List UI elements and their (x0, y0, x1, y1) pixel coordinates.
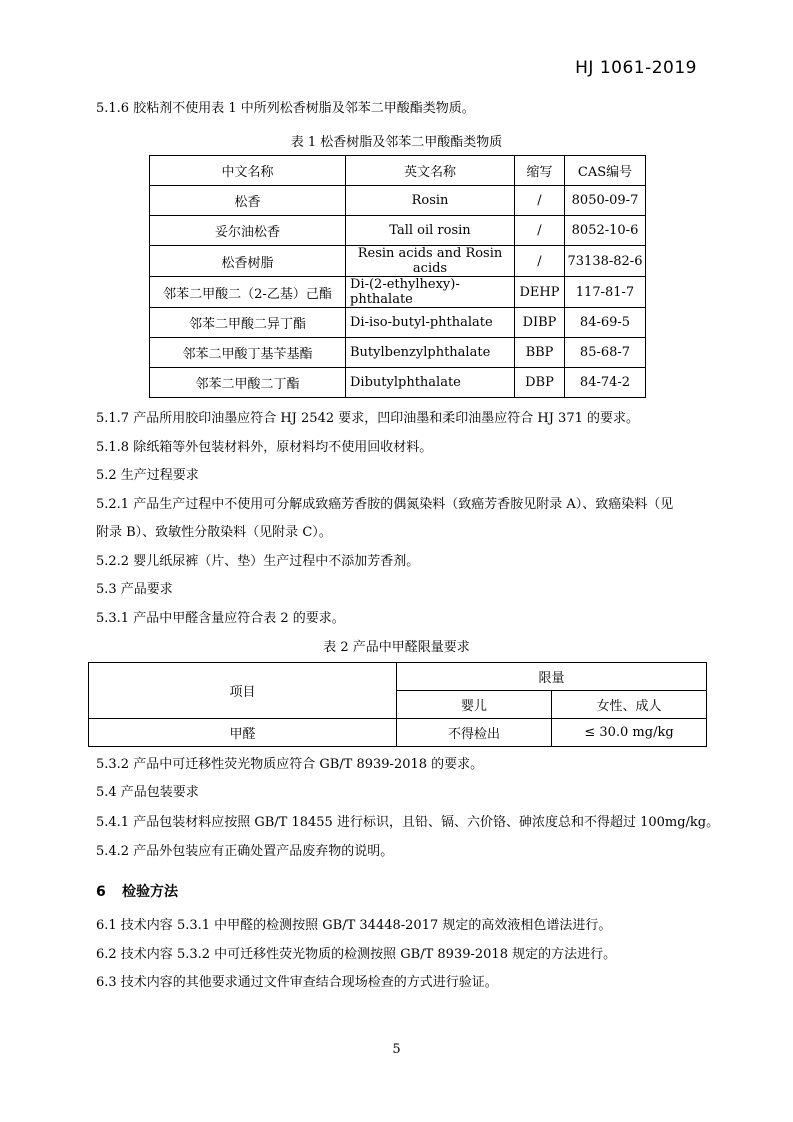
table-cell: 8052-10-6 (565, 216, 646, 246)
clause-5-3-1: 5.3.1 产品中甲醛含量应符合表 2 的要求。 (96, 611, 345, 626)
section-6-title: 检验方法 (122, 884, 178, 900)
table-cell: Dibutylphthalate (346, 368, 515, 398)
table-row (150, 277, 646, 308)
table2-header-limit: 限量 (397, 663, 707, 691)
clause-5-2-1-line1: 5.2.1 产品生产过程中不使用可分解成致癌芳香胺的偶氮染料（致癌芳香胺见附录 A）、致癌染料（见 (96, 497, 674, 512)
table1-header-cn-name: 中文名称 (150, 156, 346, 186)
table1-header-abbr: 缩写 (515, 156, 565, 186)
table-cell: / (515, 246, 565, 277)
table-cell: 甲醛 (89, 719, 397, 747)
table-row (150, 308, 646, 338)
section-6-number: 6 (96, 884, 106, 900)
clause-6-1: 6.1 技术内容 5.3.1 中甲醛的检测按照 GB/T 34448-2017 规定的高效液相色谱法进行。 (96, 918, 612, 933)
table-cell: 松香 (150, 186, 346, 216)
standard-code: HJ 1061-2019 (575, 58, 697, 78)
clause-5-1-6: 5.1.6 胶粘剂不使用表 1 中所列松香树脂及邻苯二甲酸酯类物质。 (96, 101, 475, 116)
table2-header-item: 项目 (89, 663, 397, 719)
table2-header-row (89, 663, 707, 691)
table2-caption: 表 2 产品中甲醛限量要求 (323, 640, 470, 655)
table2-header-adult: 女性、成人 (552, 691, 707, 719)
clause-5-2: 5.2 生产过程要求 (96, 468, 199, 483)
table-row (89, 719, 707, 747)
clause-5-3-2: 5.3.2 产品中可迁移性荧光物质应符合 GB/T 8939-2018 的要求。 (96, 757, 484, 772)
table-cell: BBP (515, 338, 565, 368)
page-number: 5 (392, 1042, 401, 1057)
table-row (150, 186, 646, 216)
clause-5-2-1-line2: 附录 B）、致敏性分散染料（见附录 C）。 (96, 525, 332, 540)
table-cell: 8050-09-7 (565, 186, 646, 216)
table-cell: Butylbenzylphthalate (346, 338, 515, 368)
table-cell: DBP (515, 368, 565, 398)
clause-5-1-7: 5.1.7 产品所用胶印油墨应符合 HJ 2542 要求，凹印油墨和柔印油墨应符合 HJ 371 的要求。 (96, 411, 639, 426)
table2 (88, 662, 707, 747)
table-cell: 松香树脂 (150, 246, 346, 277)
table-row (150, 368, 646, 398)
table-row (150, 338, 646, 368)
table-cell: DEHP (515, 277, 565, 308)
table1-caption: 表 1 松香树脂及邻苯二甲酸酯类物质 (290, 135, 503, 150)
table-cell: 117-81-7 (565, 277, 646, 308)
clause-5-4-2: 5.4.2 产品外包装应有正确处置产品废弃物的说明。 (96, 844, 394, 859)
table-cell: 妥尔油松香 (150, 216, 346, 246)
table-cell: Rosin (346, 186, 515, 216)
table-cell: 84-69-5 (565, 308, 646, 338)
table-cell: 85-68-7 (565, 338, 646, 368)
table-cell: 邻苯二甲酸丁基苄基酯 (150, 338, 346, 368)
table-cell: DIBP (515, 308, 565, 338)
table-cell: 73138-82-6 (565, 246, 646, 277)
table-cell: 84-74-2 (565, 368, 646, 398)
table-cell: Tall oil rosin (346, 216, 515, 246)
section-6-heading (96, 881, 178, 901)
clause-5-2-2: 5.2.2 婴儿纸尿裤（片、垫）生产过程中不添加芳香剂。 (96, 554, 420, 569)
table1-header-en-name: 英文名称 (346, 156, 515, 186)
table1 (149, 155, 646, 398)
clause-5-4-1: 5.4.1 产品包装材料应按照 GB/T 18455 进行标识，且铅、镉、六价铬、砷浓度总和不得超过 100mg/kg。 (96, 815, 720, 830)
clause-5-4: 5.4 产品包装要求 (96, 785, 199, 800)
clause-5-1-8: 5.1.8 除纸箱等外包装材料外，原材料均不使用回收材料。 (96, 440, 433, 455)
table-cell: / (515, 216, 565, 246)
table-cell: 邻苯二甲酸二异丁酯 (150, 308, 346, 338)
table-cell: 不得检出 (397, 719, 552, 747)
table-cell: Resin acids and Rosin acids (346, 246, 515, 277)
table-cell: ≤ 30.0 mg/kg (552, 719, 707, 747)
clause-6-2: 6.2 技术内容 5.3.2 中可迁移性荧光物质的检测按照 GB/T 8939-2018 规定的方法进行。 (96, 947, 617, 962)
table1-header-cas: CAS编号 (565, 156, 646, 186)
table-cell: 邻苯二甲酸二丁酯 (150, 368, 346, 398)
clause-5-3: 5.3 产品要求 (96, 582, 173, 597)
table-cell: Di-(2-ethylhexy)-phthalate (346, 277, 515, 308)
table1-header-row (150, 156, 646, 186)
clause-6-3: 6.3 技术内容的其他要求通过文件审查结合现场检查的方式进行验证。 (96, 975, 498, 990)
table-cell: Di-iso-butyl-phthalate (346, 308, 515, 338)
table-row (150, 216, 646, 246)
table-row (150, 246, 646, 277)
table-cell: / (515, 186, 565, 216)
table2-header-infant: 婴儿 (397, 691, 552, 719)
table-cell: 邻苯二甲酸二（2-乙基）己酯 (150, 277, 346, 308)
